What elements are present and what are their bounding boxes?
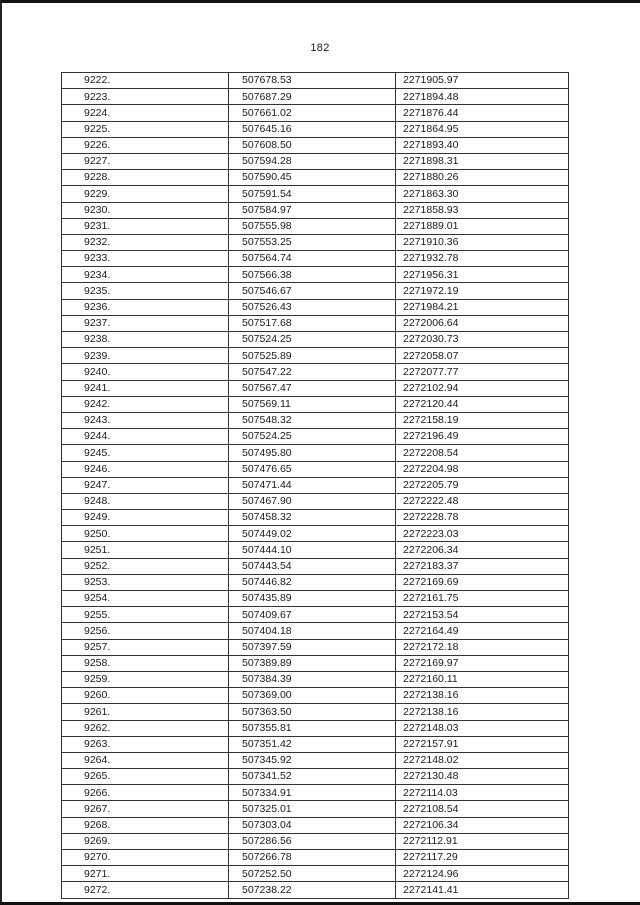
point-number-cell: 9248. xyxy=(62,493,229,509)
point-number-cell: 9263. xyxy=(62,736,229,752)
table-row xyxy=(62,558,569,574)
table-row xyxy=(62,170,569,186)
point-number-cell: 9238. xyxy=(62,332,229,348)
table-row xyxy=(62,137,569,153)
table-row xyxy=(62,866,569,882)
point-number-cell: 9230. xyxy=(62,202,229,218)
x-coordinate-cell: 507286.56 xyxy=(229,833,396,849)
x-coordinate-cell: 507553.25 xyxy=(229,234,396,250)
coordinates-table-body xyxy=(62,73,569,899)
x-coordinate-cell: 507608.50 xyxy=(229,137,396,153)
x-coordinate-cell: 507524.25 xyxy=(229,332,396,348)
x-coordinate-cell: 507266.78 xyxy=(229,850,396,866)
point-number-cell: 9233. xyxy=(62,251,229,267)
table-row xyxy=(62,574,569,590)
x-coordinate-cell: 507548.32 xyxy=(229,412,396,428)
y-coordinate-cell: 2272138.16 xyxy=(396,704,569,720)
x-coordinate-cell: 507389.89 xyxy=(229,655,396,671)
point-number-cell: 9224. xyxy=(62,105,229,121)
x-coordinate-cell: 507303.04 xyxy=(229,817,396,833)
y-coordinate-cell: 2272006.64 xyxy=(396,315,569,331)
table-row xyxy=(62,348,569,364)
table-row xyxy=(62,412,569,428)
point-number-cell: 9239. xyxy=(62,348,229,364)
point-number-cell: 9256. xyxy=(62,623,229,639)
x-coordinate-cell: 507449.02 xyxy=(229,526,396,542)
x-coordinate-cell: 507345.92 xyxy=(229,752,396,768)
table-row xyxy=(62,850,569,866)
x-coordinate-cell: 507369.00 xyxy=(229,688,396,704)
y-coordinate-cell: 2271898.31 xyxy=(396,153,569,169)
y-coordinate-cell: 2272148.03 xyxy=(396,720,569,736)
x-coordinate-cell: 507334.91 xyxy=(229,785,396,801)
x-coordinate-cell: 507355.81 xyxy=(229,720,396,736)
x-coordinate-cell: 507252.50 xyxy=(229,866,396,882)
table-row xyxy=(62,720,569,736)
point-number-cell: 9265. xyxy=(62,769,229,785)
point-number-cell: 9232. xyxy=(62,234,229,250)
page-number: 182 xyxy=(310,42,330,54)
x-coordinate-cell: 507471.44 xyxy=(229,477,396,493)
table-row xyxy=(62,380,569,396)
scan-edge-left xyxy=(0,0,2,905)
x-coordinate-cell: 507524.25 xyxy=(229,429,396,445)
table-row xyxy=(62,332,569,348)
x-coordinate-cell: 507661.02 xyxy=(229,105,396,121)
point-number-cell: 9235. xyxy=(62,283,229,299)
table-row xyxy=(62,526,569,542)
y-coordinate-cell: 2271972.19 xyxy=(396,283,569,299)
y-coordinate-cell: 2272164.49 xyxy=(396,623,569,639)
table-row xyxy=(62,153,569,169)
table-row xyxy=(62,186,569,202)
y-coordinate-cell: 2272077.77 xyxy=(396,364,569,380)
point-number-cell: 9272. xyxy=(62,882,229,898)
y-coordinate-cell: 2272058.07 xyxy=(396,348,569,364)
point-number-cell: 9251. xyxy=(62,542,229,558)
table-row xyxy=(62,607,569,623)
point-number-cell: 9247. xyxy=(62,477,229,493)
y-coordinate-cell: 2272120.44 xyxy=(396,396,569,412)
y-coordinate-cell: 2272114.03 xyxy=(396,785,569,801)
y-coordinate-cell: 2271876.44 xyxy=(396,105,569,121)
table-row xyxy=(62,477,569,493)
x-coordinate-cell: 507569.11 xyxy=(229,396,396,412)
point-number-cell: 9246. xyxy=(62,461,229,477)
point-number-cell: 9222. xyxy=(62,73,229,89)
y-coordinate-cell: 2271858.93 xyxy=(396,202,569,218)
point-number-cell: 9253. xyxy=(62,574,229,590)
point-number-cell: 9268. xyxy=(62,817,229,833)
table-row xyxy=(62,671,569,687)
table-row xyxy=(62,542,569,558)
x-coordinate-cell: 507443.54 xyxy=(229,558,396,574)
y-coordinate-cell: 2271863.30 xyxy=(396,186,569,202)
table-row xyxy=(62,429,569,445)
point-number-cell: 9234. xyxy=(62,267,229,283)
x-coordinate-cell: 507404.18 xyxy=(229,623,396,639)
point-number-cell: 9258. xyxy=(62,655,229,671)
y-coordinate-cell: 2272153.54 xyxy=(396,607,569,623)
y-coordinate-cell: 2271910.36 xyxy=(396,234,569,250)
table-row xyxy=(62,785,569,801)
table-row xyxy=(62,299,569,315)
x-coordinate-cell: 507584.97 xyxy=(229,202,396,218)
point-number-cell: 9226. xyxy=(62,137,229,153)
x-coordinate-cell: 507341.52 xyxy=(229,769,396,785)
table-row xyxy=(62,73,569,89)
x-coordinate-cell: 507397.59 xyxy=(229,639,396,655)
y-coordinate-cell: 2272228.78 xyxy=(396,510,569,526)
y-coordinate-cell: 2272196.49 xyxy=(396,429,569,445)
table-row xyxy=(62,704,569,720)
y-coordinate-cell: 2272138.16 xyxy=(396,688,569,704)
table-row xyxy=(62,769,569,785)
x-coordinate-cell: 507351.42 xyxy=(229,736,396,752)
y-coordinate-cell: 2272108.54 xyxy=(396,801,569,817)
y-coordinate-cell: 2271880.26 xyxy=(396,170,569,186)
x-coordinate-cell: 507467.90 xyxy=(229,493,396,509)
x-coordinate-cell: 507590.45 xyxy=(229,170,396,186)
table-row xyxy=(62,591,569,607)
point-number-cell: 9227. xyxy=(62,153,229,169)
x-coordinate-cell: 507591.54 xyxy=(229,186,396,202)
x-coordinate-cell: 507384.39 xyxy=(229,671,396,687)
point-number-cell: 9225. xyxy=(62,121,229,137)
point-number-cell: 9269. xyxy=(62,833,229,849)
table-row xyxy=(62,736,569,752)
y-coordinate-cell: 2272208.54 xyxy=(396,445,569,461)
point-number-cell: 9241. xyxy=(62,380,229,396)
y-coordinate-cell: 2272172.18 xyxy=(396,639,569,655)
y-coordinate-cell: 2272158.19 xyxy=(396,412,569,428)
point-number-cell: 9229. xyxy=(62,186,229,202)
y-coordinate-cell: 2271864.95 xyxy=(396,121,569,137)
point-number-cell: 9250. xyxy=(62,526,229,542)
y-coordinate-cell: 2271889.01 xyxy=(396,218,569,234)
table-row xyxy=(62,251,569,267)
table-row xyxy=(62,396,569,412)
scan-edge-top xyxy=(0,0,640,3)
point-number-cell: 9267. xyxy=(62,801,229,817)
x-coordinate-cell: 507325.01 xyxy=(229,801,396,817)
table-row xyxy=(62,315,569,331)
point-number-cell: 9254. xyxy=(62,591,229,607)
table-row xyxy=(62,445,569,461)
y-coordinate-cell: 2272102.94 xyxy=(396,380,569,396)
y-coordinate-cell: 2272223.03 xyxy=(396,526,569,542)
table-row xyxy=(62,218,569,234)
x-coordinate-cell: 507687.29 xyxy=(229,89,396,105)
y-coordinate-cell: 2272130.48 xyxy=(396,769,569,785)
point-number-cell: 9243. xyxy=(62,412,229,428)
x-coordinate-cell: 507444.10 xyxy=(229,542,396,558)
table-row xyxy=(62,817,569,833)
coordinates-table xyxy=(61,72,569,899)
x-coordinate-cell: 507525.89 xyxy=(229,348,396,364)
y-coordinate-cell: 2272112.91 xyxy=(396,833,569,849)
y-coordinate-cell: 2272124.96 xyxy=(396,866,569,882)
x-coordinate-cell: 507566.38 xyxy=(229,267,396,283)
point-number-cell: 9266. xyxy=(62,785,229,801)
y-coordinate-cell: 2272157.91 xyxy=(396,736,569,752)
table-row xyxy=(62,752,569,768)
table-row xyxy=(62,623,569,639)
point-number-cell: 9242. xyxy=(62,396,229,412)
point-number-cell: 9261. xyxy=(62,704,229,720)
x-coordinate-cell: 507517.68 xyxy=(229,315,396,331)
x-coordinate-cell: 507546.67 xyxy=(229,283,396,299)
table-row xyxy=(62,639,569,655)
y-coordinate-cell: 2272030.73 xyxy=(396,332,569,348)
x-coordinate-cell: 507238.22 xyxy=(229,882,396,898)
point-number-cell: 9231. xyxy=(62,218,229,234)
point-number-cell: 9252. xyxy=(62,558,229,574)
table-row xyxy=(62,882,569,898)
x-coordinate-cell: 507476.65 xyxy=(229,461,396,477)
table-row xyxy=(62,833,569,849)
y-coordinate-cell: 2271932.78 xyxy=(396,251,569,267)
y-coordinate-cell: 2272205.79 xyxy=(396,477,569,493)
y-coordinate-cell: 2271893.40 xyxy=(396,137,569,153)
y-coordinate-cell: 2272160.11 xyxy=(396,671,569,687)
x-coordinate-cell: 507526.43 xyxy=(229,299,396,315)
table-row xyxy=(62,493,569,509)
y-coordinate-cell: 2272117.29 xyxy=(396,850,569,866)
table-row xyxy=(62,89,569,105)
y-coordinate-cell: 2272169.69 xyxy=(396,574,569,590)
point-number-cell: 9257. xyxy=(62,639,229,655)
point-number-cell: 9240. xyxy=(62,364,229,380)
point-number-cell: 9237. xyxy=(62,315,229,331)
x-coordinate-cell: 507567.47 xyxy=(229,380,396,396)
point-number-cell: 9228. xyxy=(62,170,229,186)
point-number-cell: 9255. xyxy=(62,607,229,623)
table-row xyxy=(62,121,569,137)
table-row xyxy=(62,510,569,526)
table-row xyxy=(62,461,569,477)
y-coordinate-cell: 2272206.34 xyxy=(396,542,569,558)
point-number-cell: 9262. xyxy=(62,720,229,736)
y-coordinate-cell: 2271894.48 xyxy=(396,89,569,105)
table-row xyxy=(62,105,569,121)
x-coordinate-cell: 507547.22 xyxy=(229,364,396,380)
y-coordinate-cell: 2272183.37 xyxy=(396,558,569,574)
x-coordinate-cell: 507435.89 xyxy=(229,591,396,607)
y-coordinate-cell: 2271956.31 xyxy=(396,267,569,283)
point-number-cell: 9244. xyxy=(62,429,229,445)
y-coordinate-cell: 2271984.21 xyxy=(396,299,569,315)
x-coordinate-cell: 507495.80 xyxy=(229,445,396,461)
table-row xyxy=(62,234,569,250)
point-number-cell: 9264. xyxy=(62,752,229,768)
x-coordinate-cell: 507678.53 xyxy=(229,73,396,89)
x-coordinate-cell: 507458.32 xyxy=(229,510,396,526)
x-coordinate-cell: 507564.74 xyxy=(229,251,396,267)
point-number-cell: 9259. xyxy=(62,671,229,687)
table-row xyxy=(62,801,569,817)
x-coordinate-cell: 507446.82 xyxy=(229,574,396,590)
table-row xyxy=(62,283,569,299)
table-row xyxy=(62,202,569,218)
x-coordinate-cell: 507594.28 xyxy=(229,153,396,169)
y-coordinate-cell: 2272161.75 xyxy=(396,591,569,607)
x-coordinate-cell: 507645.16 xyxy=(229,121,396,137)
point-number-cell: 9270. xyxy=(62,850,229,866)
point-number-cell: 9236. xyxy=(62,299,229,315)
point-number-cell: 9223. xyxy=(62,89,229,105)
point-number-cell: 9260. xyxy=(62,688,229,704)
y-coordinate-cell: 2272222.48 xyxy=(396,493,569,509)
x-coordinate-cell: 507555.98 xyxy=(229,218,396,234)
x-coordinate-cell: 507409.67 xyxy=(229,607,396,623)
y-coordinate-cell: 2272141.41 xyxy=(396,882,569,898)
x-coordinate-cell: 507363.50 xyxy=(229,704,396,720)
table-row xyxy=(62,655,569,671)
point-number-cell: 9271. xyxy=(62,866,229,882)
y-coordinate-cell: 2272106.34 xyxy=(396,817,569,833)
table-row xyxy=(62,267,569,283)
table-row xyxy=(62,688,569,704)
y-coordinate-cell: 2271905.97 xyxy=(396,73,569,89)
y-coordinate-cell: 2272204.98 xyxy=(396,461,569,477)
point-number-cell: 9245. xyxy=(62,445,229,461)
point-number-cell: 9249. xyxy=(62,510,229,526)
y-coordinate-cell: 2272148.02 xyxy=(396,752,569,768)
y-coordinate-cell: 2272169.97 xyxy=(396,655,569,671)
table-row xyxy=(62,364,569,380)
